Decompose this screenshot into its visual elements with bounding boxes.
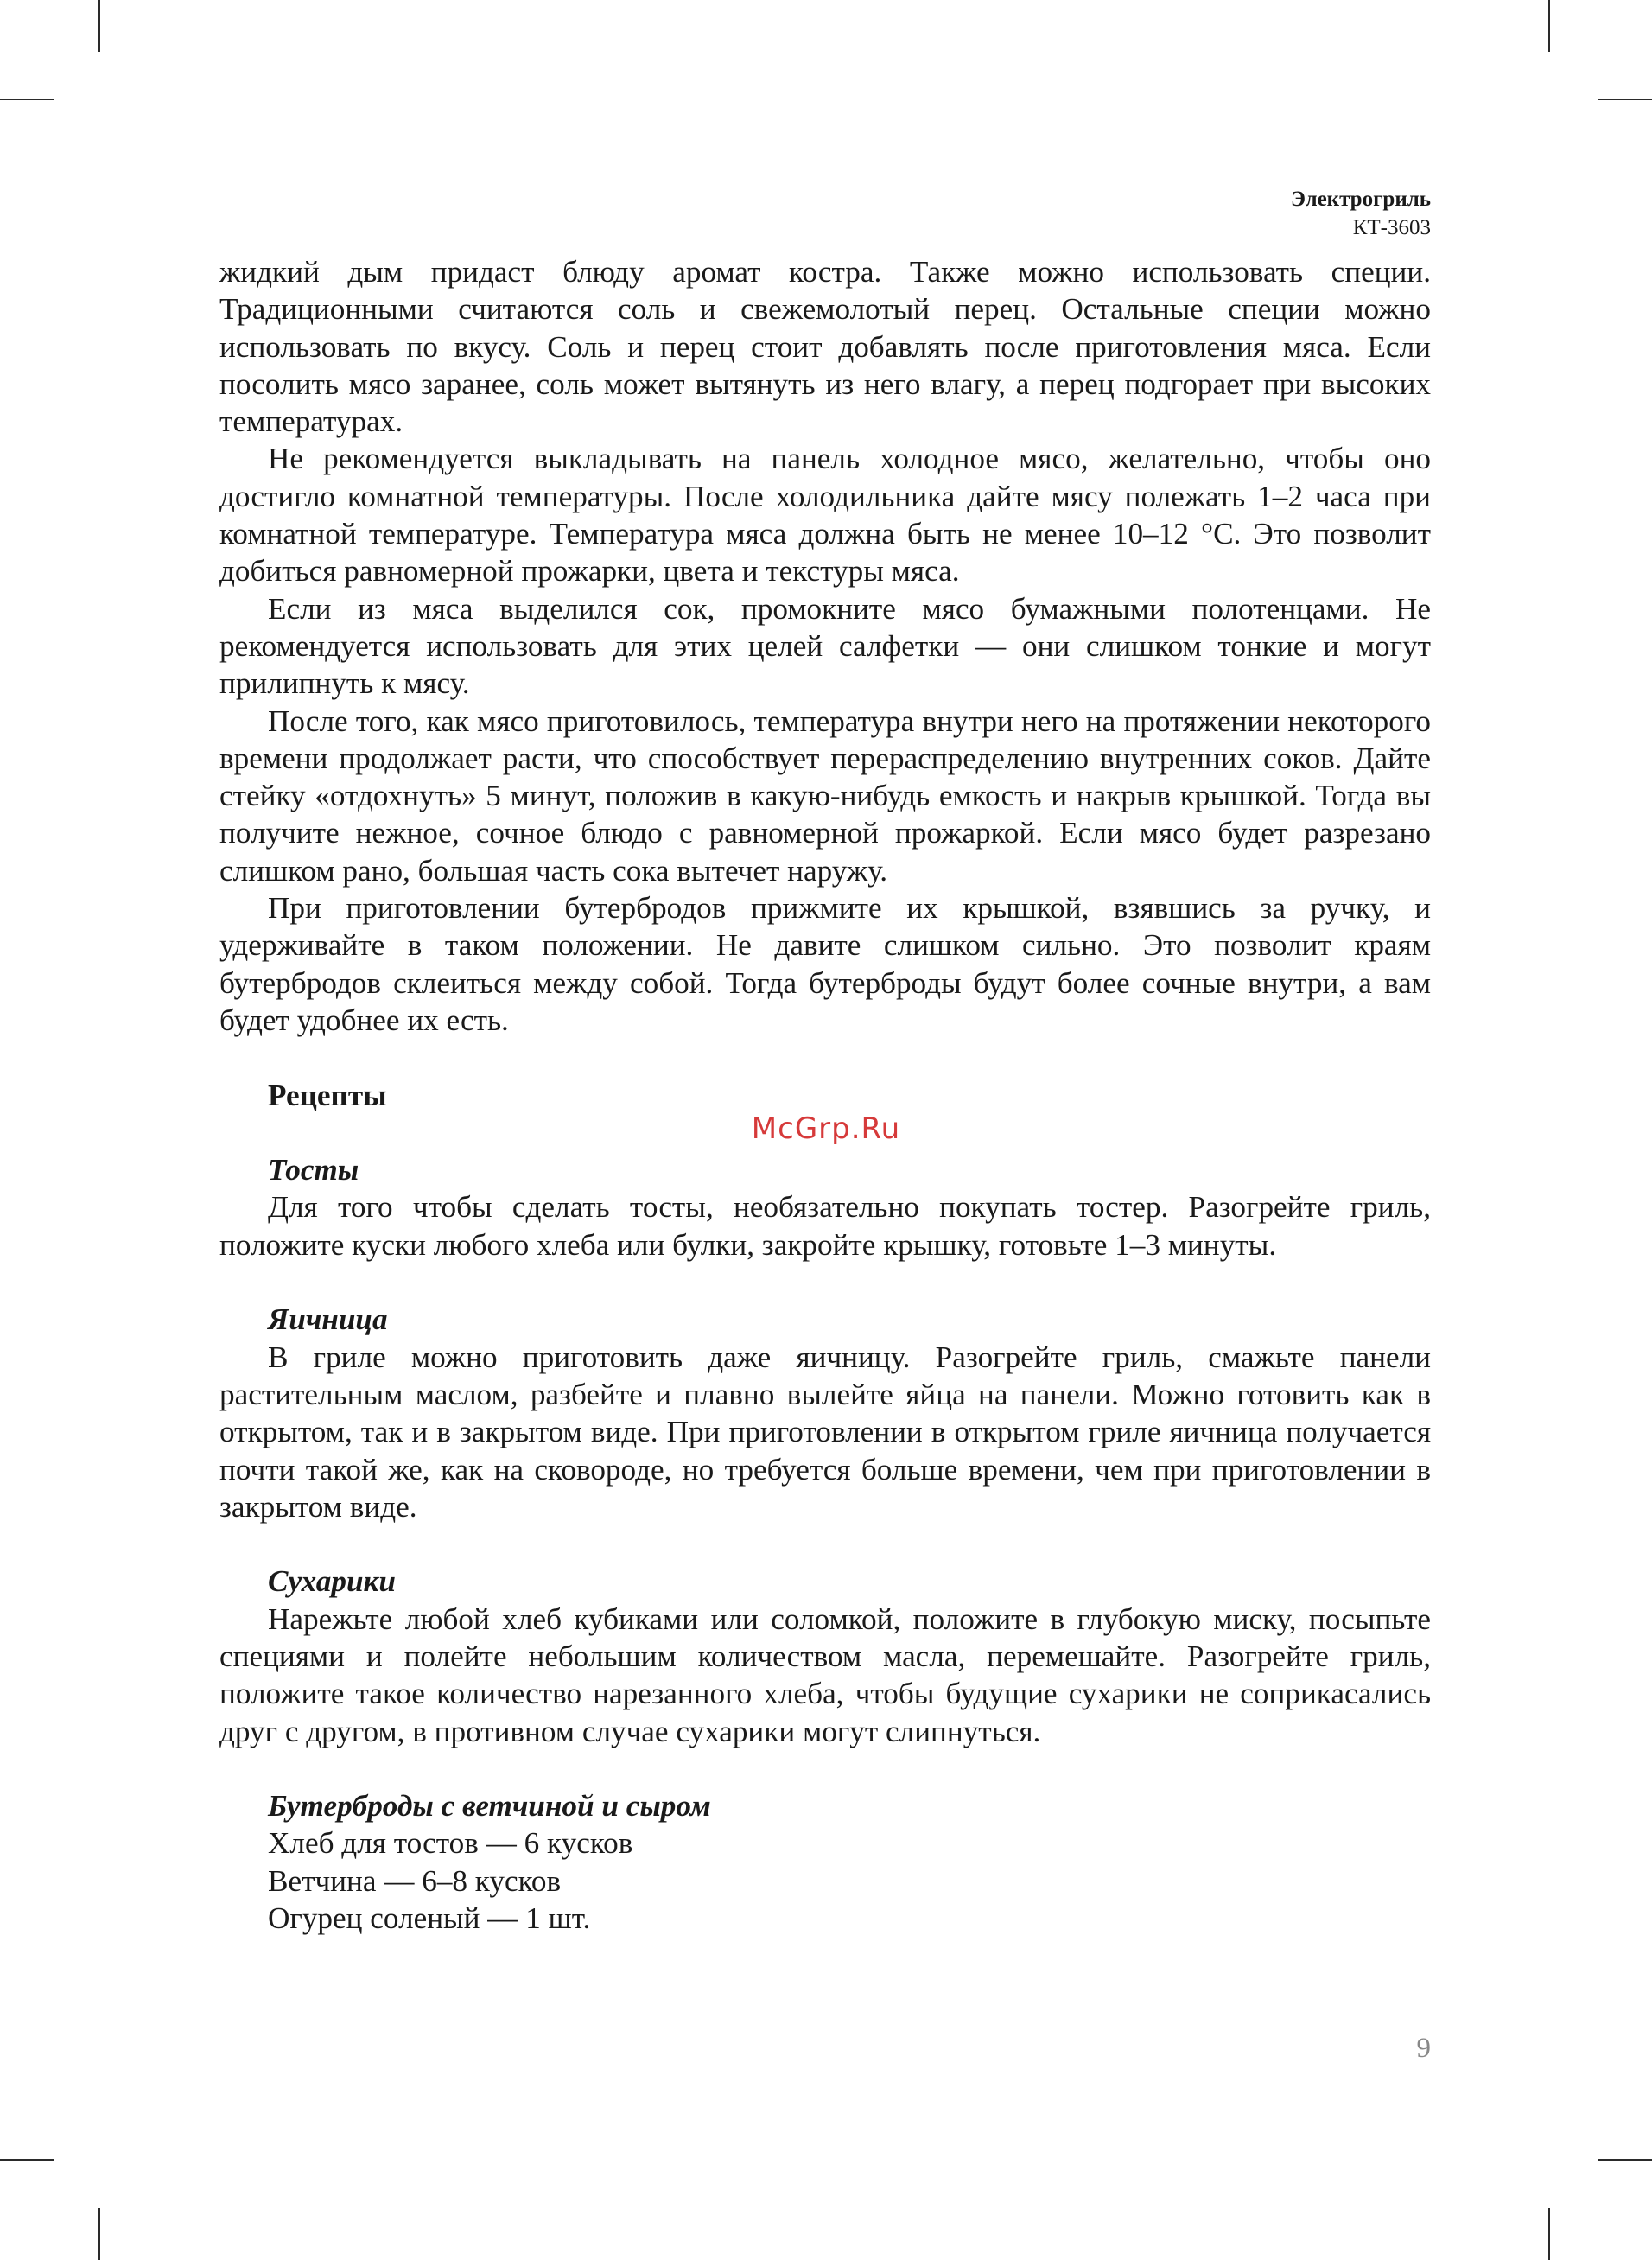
paragraph-1: жидкий дым придаст блюду аромат костра. Также можно использовать специи. Традиционными считаются соль и свежемолотый перец. Остальные специи можно использовать по вкусу. Соль и перец стоит добавлять после приготовления мяса. Если посолить мясо заранее, соль может вытянуть из него влагу, а перец подгорает при высоких температурах. (219, 255, 1431, 439)
recipe-title-eggs: Яичница (268, 1302, 388, 1337)
crop-mark-bottom-right-h (1598, 2159, 1652, 2161)
paragraph-5: При приготовлении бутербродов прижмите их крышкой, взявшись за ручку, и удерживайте в таком положении. Не давите слишком сильно. Это позволит краям бутербродов склеиться между собой. Тогда бутерброды будут более сочные внутри, а вам будет удобнее их есть. (219, 891, 1431, 1037)
page-body (219, 253, 1431, 1937)
recipe-title-croutons: Сухарики (268, 1564, 396, 1599)
header-title: Электрогриль (1290, 188, 1431, 211)
crop-mark-top-right (1548, 0, 1550, 52)
crop-mark-top-left (98, 0, 100, 52)
recipe-text-croutons: Нарежьте любой хлеб кубиками или соломкой, положите в глубокую миску, посыпьте специями и полейте небольшим количеством масла, перемешайте. Разогрейте гриль, положите такое количество нарезанного хлеба, чтобы будущие сухарики не соприкасались друг с другом, в противном случае сухарики могут слипнуться. (219, 1601, 1431, 1748)
crop-mark-top-right-h (1598, 99, 1652, 100)
ingredient-item: Ветчина — 6–8 кусков (268, 1863, 562, 1898)
watermark: McGrp.Ru (751, 1111, 901, 1146)
crop-mark-bottom-left (98, 2208, 100, 2260)
header-model: КТ-3603 (1352, 216, 1431, 239)
paragraph-2: Не рекомендуется выкладывать на панель холодное мясо, желательно, чтобы оно достигло комнатной температуры. После холодильника дайте мясу полежать 1–2 часа при комнатной температуре. Температура мяса должна быть не менее 10–12 °С. Это позволит добиться равномерной прожарки, цвета и текстуры мяса. (219, 442, 1431, 589)
crop-mark-bottom-right (1548, 2208, 1550, 2260)
page-number: 9 (1416, 2033, 1431, 2064)
recipe-text-eggs: В гриле можно приготовить даже яичницу. Разогрейте гриль, смажьте панели растительным маслом, разбейте и плавно вылейте яйца на панели. Можно готовить как в открытом, так и в закрытом виде. При приготовлении в открытом гриле яичница получается почти такой же, как на сковороде, но требуется больше времени, чем при приготовлении в закрытом виде. (219, 1340, 1431, 1524)
crop-mark-top-left-h (0, 99, 54, 100)
recipe-title-sandwiches: Бутерброды с ветчиной и сыром (268, 1789, 711, 1824)
recipe-text-toasts: Для того чтобы сделать тосты, необязательно покупать тостер. Разогрейте гриль, положите куски любого хлеба или булки, закройте крышку, готовьте 1–3 минуты. (219, 1190, 1431, 1262)
ingredient-item: Хлеб для тостов — 6 кусков (268, 1826, 633, 1861)
recipes-heading: Рецепты (268, 1078, 387, 1112)
crop-mark-bottom-left-h (0, 2159, 54, 2161)
recipe-title-toasts: Тосты (268, 1153, 359, 1187)
ingredient-item: Огурец соленый — 1 шт. (268, 1901, 591, 1936)
paragraph-3: Если из мяса выделился сок, промокните мясо бумажными полотенцами. Не рекомендуется использовать для этих целей салфетки — они слишком тонкие и могут прилипнуть к мясу. (219, 591, 1431, 701)
running-header (1291, 185, 1431, 242)
paragraph-4: После того, как мясо приготовилось, температура внутри него на протяжении некоторого времени продолжает расти, что способствует перераспределению внутренних соков. Дайте стейку «отдохнуть» 5 минут, положив в какую-нибудь емкость и накрыв крышкой. Тогда вы получите нежное, сочное блюдо с равномерной прожаркой. Если мясо будет разрезано слишком рано, большая часть сока вытечет наружу. (219, 703, 1431, 888)
